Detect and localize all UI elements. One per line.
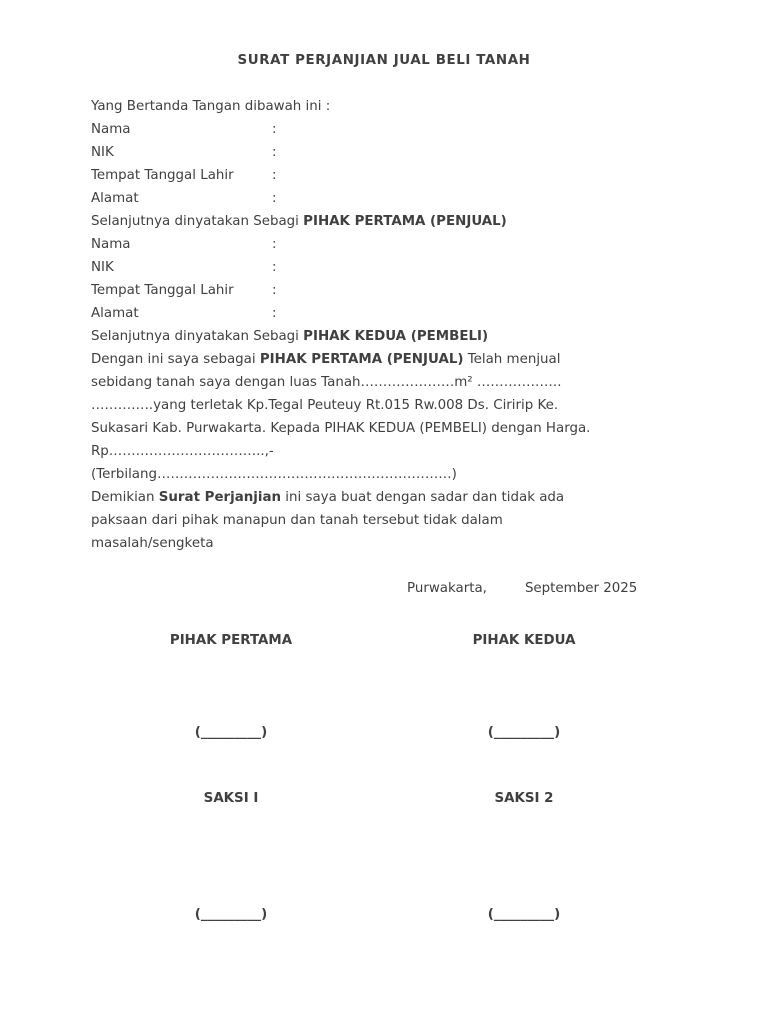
field-label: Tempat Tanggal Lahir	[91, 283, 234, 298]
body-line-2: sebidang tanah saya dengan luas Tanah…………………m² ……………….	[91, 375, 562, 390]
field-row-nama-2	[91, 236, 277, 254]
field-row-alamat-2	[91, 305, 277, 323]
closing-text: Demikian	[91, 490, 159, 505]
date-month-year: September 2025	[524, 581, 638, 596]
signature-blank-saksi-2: (_________)	[487, 907, 561, 922]
field-row-ttl-2	[91, 282, 277, 300]
body-emphasis: PIHAK PERTAMA (PENJUAL)	[259, 352, 464, 367]
signature-blank-saksi-1: (_________)	[194, 907, 268, 922]
body-line-3: …………..yang terletak Kp.Tegal Peuteuy Rt.015 Rw.008 Ds. Ciririp Ke.	[91, 398, 559, 413]
party2-prefix: Selanjutnya dinyatakan Sebagi	[91, 329, 304, 344]
party1-role: PIHAK PERTAMA (PENJUAL)	[303, 214, 507, 229]
signature-heading-pihak-kedua: PIHAK KEDUA	[472, 633, 576, 648]
field-colon: :	[272, 283, 277, 298]
field-colon: :	[272, 145, 277, 160]
date-line	[407, 580, 637, 598]
field-label: Tempat Tanggal Lahir	[91, 168, 234, 183]
party2-role: PIHAK KEDUA (PEMBELI)	[303, 329, 489, 344]
field-label: Alamat	[91, 191, 139, 206]
signature-heading-pihak-pertama: PIHAK PERTAMA	[169, 633, 293, 648]
closing-text: ini saya buat dengan sadar dan tidak ada	[281, 490, 565, 505]
body-line-6: (Terbilang…………………………………………………………)	[91, 467, 457, 482]
field-colon: :	[272, 237, 277, 252]
closing-emphasis: Surat Perjanjian	[158, 490, 282, 505]
field-colon: :	[272, 306, 277, 321]
field-colon: :	[272, 260, 277, 275]
field-colon: :	[272, 191, 277, 206]
signature-blank-pihak-kedua: (_________)	[487, 725, 561, 740]
field-row-nik-1	[91, 144, 277, 162]
party2-statement	[91, 328, 488, 346]
field-row-nama-1	[91, 121, 277, 139]
signature-heading-saksi-2: SAKSI 2	[494, 791, 554, 806]
intro-text: Yang Bertanda Tangan dibawah ini :	[91, 99, 331, 114]
signature-blank-pihak-pertama: (_________)	[194, 725, 268, 740]
field-label: NIK	[91, 260, 114, 275]
signature-heading-saksi-1: SAKSI I	[203, 791, 259, 806]
field-row-alamat-1	[91, 190, 277, 208]
field-colon: :	[272, 168, 277, 183]
party1-prefix: Selanjutnya dinyatakan Sebagi	[91, 214, 304, 229]
closing-line-3: masalah/sengketa	[91, 536, 214, 551]
date-place: Purwakarta,	[407, 581, 487, 596]
body-text: Dengan ini saya sebagai	[91, 352, 260, 367]
field-label: NIK	[91, 145, 114, 160]
closing-line-1	[91, 489, 564, 507]
party1-statement	[91, 213, 507, 231]
field-label: Nama	[91, 237, 131, 252]
closing-line-2: paksaan dari pihak manapun dan tanah tersebut tidak dalam	[91, 513, 503, 528]
field-colon: :	[272, 122, 277, 137]
body-line-5: Rp……………………………..,-	[91, 444, 274, 459]
field-label: Alamat	[91, 306, 139, 321]
body-line-1	[91, 351, 560, 369]
field-row-nik-2	[91, 259, 277, 277]
body-text: Telah menjual	[463, 352, 561, 367]
document-title: SURAT PERJANJIAN JUAL BELI TANAH	[237, 53, 531, 68]
field-label: Nama	[91, 122, 131, 137]
field-row-ttl-1	[91, 167, 277, 185]
body-line-4: Sukasari Kab. Purwakarta. Kepada PIHAK KEDUA (PEMBELI) dengan Harga.	[91, 421, 591, 436]
